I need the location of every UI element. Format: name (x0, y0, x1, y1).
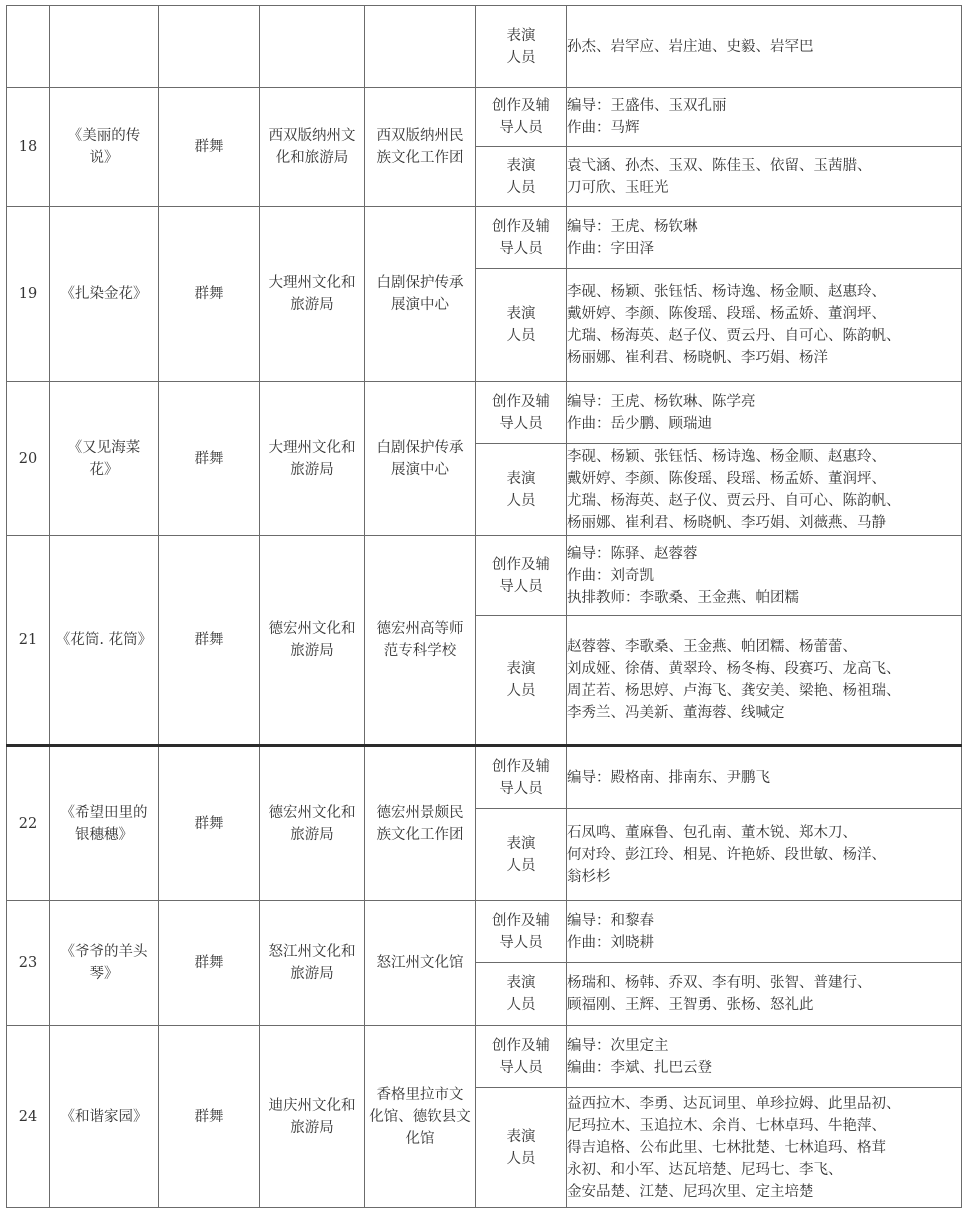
performer-names (567, 269, 962, 382)
text-line: 怒江州文化和 (268, 944, 356, 960)
text-line: 人员 (506, 857, 536, 874)
text-line: 益西拉木、李勇、达瓦词里、单珍拉姆、此里品初、 (567, 1095, 901, 1112)
text-line: 导人员 (499, 240, 543, 257)
text-line: 表演 (506, 1128, 536, 1145)
text-line: 编导：王盛伟、玉双孔丽 (567, 98, 727, 114)
entry-number: 21 (7, 536, 50, 746)
work-title (50, 382, 159, 536)
text-line: 导人员 (499, 415, 543, 432)
text-line: 袁弋涵、孙杰、玉双、陈佳玉、依留、玉茜腊、 (567, 157, 872, 174)
text-line: 杨瑞和、杨韩、乔双、李有明、张智、普建行、 (567, 975, 872, 991)
text-line: 《扎染金花》 (60, 286, 148, 302)
text-line: 创作及辅 (492, 912, 550, 929)
text-line: 族文化工作团 (376, 826, 464, 843)
text-line: 《美丽的传 (67, 128, 141, 144)
work-type: 群舞 (159, 901, 260, 1026)
text-line: 《花筒. 花筒》 (55, 632, 153, 648)
text-line: 作曲：岳少鹏、顾瑞迪 (567, 415, 712, 432)
text-line: 石凤鸣、董麻鲁、包孔南、董木锐、郑木刀、 (567, 824, 857, 841)
performing-unit (365, 1026, 476, 1208)
creative-staff (567, 207, 962, 269)
entry-number: 24 (7, 1026, 50, 1208)
cell-no (7, 6, 50, 88)
creative-role-label (476, 901, 567, 963)
text-line: 化馆、德钦县文 (369, 1108, 471, 1125)
work-type: 群舞 (159, 1026, 260, 1208)
creative-role-label (476, 382, 567, 444)
work-type: 群舞 (159, 536, 260, 746)
text-line: 创作及辅 (492, 98, 550, 114)
text-line: 德宏州文化和 (268, 621, 356, 637)
creative-staff (567, 536, 962, 616)
text-line: 赵蓉蓉、李歌桑、王金燕、帕团糯、杨蕾蕾、 (567, 639, 857, 655)
text-line: 人员 (506, 492, 536, 509)
text-line: 大理州文化和 (268, 275, 356, 291)
text-line: 编导：王虎、杨钦琳 (567, 218, 698, 235)
text-line: 周芷若、杨思婷、卢海飞、龚安美、梁艳、杨祖瑞、 (567, 683, 901, 699)
table-row-21 (7, 536, 962, 616)
creative-role-label (476, 207, 567, 269)
work-title (50, 746, 159, 901)
work-title (50, 1026, 159, 1208)
text-line: 李砚、杨颖、张钰恬、杨诗逸、杨金顺、赵惠玲、 (567, 448, 886, 465)
table-row-18 (7, 88, 962, 147)
text-line: 导人员 (499, 578, 543, 595)
text-line: 杨丽娜、崔利君、杨晓帆、李巧娟、杨洋 (567, 350, 828, 366)
creative-staff (567, 382, 962, 444)
text-line: 旅游局 (290, 643, 334, 659)
entry-number: 18 (7, 88, 50, 207)
text-line: 白剧保护传承 (376, 275, 464, 291)
performer-names (567, 1088, 962, 1208)
entry-number: 22 (7, 746, 50, 901)
text-line: 戴妍婷、李颜、陈俊瑶、段瑶、杨孟娇、董润坪、 (567, 306, 886, 322)
text-line: 尤瑞、杨海英、赵子仪、贾云丹、自可心、陈韵帆、 (567, 328, 901, 344)
text-line: 作曲：刘晓耕 (567, 934, 654, 951)
text-line: 刘成娅、徐蒨、黄翠玲、杨冬梅、段赛巧、龙高飞、 (567, 661, 901, 677)
table-row-22 (7, 746, 962, 809)
work-type: 群舞 (159, 382, 260, 536)
table-row-continuation (7, 6, 962, 88)
text-line: 作曲：马辉 (567, 120, 640, 136)
text-line: 花》 (89, 461, 119, 478)
recommending-unit (260, 88, 365, 207)
text-line: 旅游局 (290, 1119, 334, 1136)
text-line: 迪庆州文化和 (268, 1097, 356, 1114)
text-line: 《和谐家园》 (60, 1108, 148, 1125)
text-line: 导人员 (499, 780, 543, 797)
text-line: 创作及辅 (492, 758, 550, 775)
text-line: 编导：王虎、杨钦琳、陈学亮 (567, 393, 756, 410)
recommending-unit (260, 901, 365, 1026)
performer-names (567, 963, 962, 1026)
roster-body (7, 6, 962, 1208)
performing-unit (365, 207, 476, 382)
text-line: 李秀兰、冯美新、董海蓉、线喊定 (567, 705, 785, 721)
text-line: 德宏州景颇民 (376, 804, 464, 821)
text-line: 表演 (506, 975, 536, 991)
text-line: 何对玲、彭江玲、相晃、许艳娇、段世敏、杨洋、 (567, 846, 886, 863)
cell-unit (365, 6, 476, 88)
text-line: 银穗穗》 (75, 826, 133, 843)
text-line: 编导：次里定主 (567, 1037, 669, 1054)
text-line: 创作及辅 (492, 393, 550, 410)
cell-recommender (260, 6, 365, 88)
text-line: 导人员 (499, 1059, 543, 1076)
table-row-19 (7, 207, 962, 269)
text-line: 说》 (89, 150, 119, 166)
cell-title (50, 6, 159, 88)
text-line: 人员 (506, 179, 536, 196)
text-line: 人员 (506, 328, 536, 344)
performer-role-label (476, 616, 567, 746)
creative-staff (567, 901, 962, 963)
creative-staff (567, 88, 962, 147)
performer-role-label (476, 444, 567, 536)
text-line: 刀可欣、玉旺光 (567, 179, 669, 196)
performer-role-label: 表演 人员 (476, 6, 567, 88)
performing-unit (365, 901, 476, 1026)
recommending-unit (260, 207, 365, 382)
text-line: 大理州文化和 (268, 439, 356, 456)
text-line: 杨丽娜、崔利君、杨晓帆、李巧娟、刘薇燕、马静 (567, 514, 886, 531)
text-line: 德宏州高等师 (376, 621, 464, 637)
text-line: 作曲：字田泽 (567, 240, 654, 257)
text-line: 执排教师：李歌桑、王金燕、帕团糯 (567, 589, 799, 606)
text-line: 琴》 (89, 966, 119, 982)
work-type: 群舞 (159, 207, 260, 382)
text-line: 编导：殿格南、排南东、尹鹏飞 (567, 769, 770, 786)
creative-role-label (476, 746, 567, 809)
text-line: 旅游局 (290, 461, 334, 478)
creative-staff (567, 746, 962, 809)
performer-names (567, 616, 962, 746)
performing-unit (365, 382, 476, 536)
text-line: 创作及辅 (492, 218, 550, 235)
performer-role-label (476, 147, 567, 207)
entry-number: 19 (7, 207, 50, 382)
text-line: 尤瑞、杨海英、赵子仪、贾云丹、自可心、陈韵帆、 (567, 492, 901, 509)
text-line: 《爷爷的羊头 (60, 944, 148, 960)
text-line: 戴妍婷、李颜、陈俊瑶、段瑶、杨孟娇、董润坪、 (567, 470, 886, 487)
creative-role-label (476, 1026, 567, 1088)
text-line: 尼玛拉木、玉追拉木、余肖、七林卓玛、牛艳萍、 (567, 1117, 886, 1134)
performing-unit (365, 746, 476, 901)
performer-roster-table (6, 5, 962, 1208)
text-line: 德宏州文化和 (268, 804, 356, 821)
text-line: 表演 (506, 835, 536, 852)
text-line: 展演中心 (391, 297, 449, 313)
work-title (50, 88, 159, 207)
recommending-unit (260, 536, 365, 746)
text-line: 创作及辅 (492, 556, 550, 573)
text-line: 白剧保护传承 (376, 439, 464, 456)
work-title (50, 536, 159, 746)
performer-role-label (476, 269, 567, 382)
text-line: 得吉追格、公布此里、七林批楚、七林追玛、格茸 (567, 1139, 886, 1156)
text-line: 顾福刚、王辉、王智勇、张杨、怒礼此 (567, 997, 814, 1013)
entry-number: 20 (7, 382, 50, 536)
text-line: 李砚、杨颖、张钰恬、杨诗逸、杨金顺、赵惠玲、 (567, 284, 886, 300)
performer-names (567, 444, 962, 536)
performer-names (567, 809, 962, 901)
text-line: 旅游局 (290, 966, 334, 982)
performer-names (567, 147, 962, 207)
text-line: 人员 (506, 997, 536, 1013)
performing-unit (365, 88, 476, 207)
text-line: 编导：陈驿、赵蓉蓉 (567, 545, 698, 562)
table-row-24 (7, 1026, 962, 1088)
table-row-20 (7, 382, 962, 444)
text-line: 表演 (506, 470, 536, 487)
text-line: 编曲：李斌、扎巴云登 (567, 1059, 712, 1076)
work-type: 群舞 (159, 746, 260, 901)
performer-role-label (476, 809, 567, 901)
text-line: 表演 (506, 306, 536, 322)
entry-number: 23 (7, 901, 50, 1026)
text-line: 西双版纳州民 (376, 128, 464, 144)
text-line: 人员 (506, 1150, 536, 1167)
text-line: 永初、和小军、达瓦培楚、尼玛七、李飞、 (567, 1161, 843, 1178)
text-line: 编导：和黎春 (567, 912, 654, 929)
cell-type (159, 6, 260, 88)
text-line: 翁杉杉 (567, 868, 611, 885)
text-line: 导人员 (499, 934, 543, 951)
text-line: 表演 (506, 157, 536, 174)
creative-role-label (476, 536, 567, 616)
text-line: 作曲：刘奇凯 (567, 567, 654, 584)
work-title (50, 207, 159, 382)
text-line: 《希望田里的 (60, 804, 148, 821)
performer-role-label (476, 963, 567, 1026)
recommending-unit (260, 746, 365, 901)
text-line: 人员 (506, 683, 536, 699)
creative-role-label (476, 88, 567, 147)
work-type: 群舞 (159, 88, 260, 207)
work-title (50, 901, 159, 1026)
text-line: 导人员 (499, 120, 543, 136)
text-line: 化和旅游局 (275, 150, 349, 166)
creative-staff (567, 1026, 962, 1088)
text-line: 西双版纳州文 (268, 128, 356, 144)
table-row-23 (7, 901, 962, 963)
recommending-unit (260, 382, 365, 536)
text-line: 《又见海菜 (67, 439, 141, 456)
text-line: 金安品楚、江楚、尼玛次里、定主培楚 (567, 1183, 814, 1200)
text-line: 怒江州文化馆 (376, 955, 464, 971)
recommending-unit (260, 1026, 365, 1208)
performer-names: 孙杰、岩罕应、岩庄迪、史毅、岩罕巴 (567, 6, 962, 88)
text-line: 表演 (506, 661, 536, 677)
text-line: 创作及辅 (492, 1037, 550, 1054)
text-line: 旅游局 (290, 297, 334, 313)
performer-role-label (476, 1088, 567, 1208)
text-line: 旅游局 (290, 826, 334, 843)
text-line: 族文化工作团 (376, 150, 464, 166)
text-line: 化馆 (405, 1130, 435, 1147)
text-line: 范专科学校 (383, 643, 457, 659)
text-line: 展演中心 (391, 461, 449, 478)
performing-unit (365, 536, 476, 746)
text-line: 香格里拉市文 (376, 1086, 464, 1103)
